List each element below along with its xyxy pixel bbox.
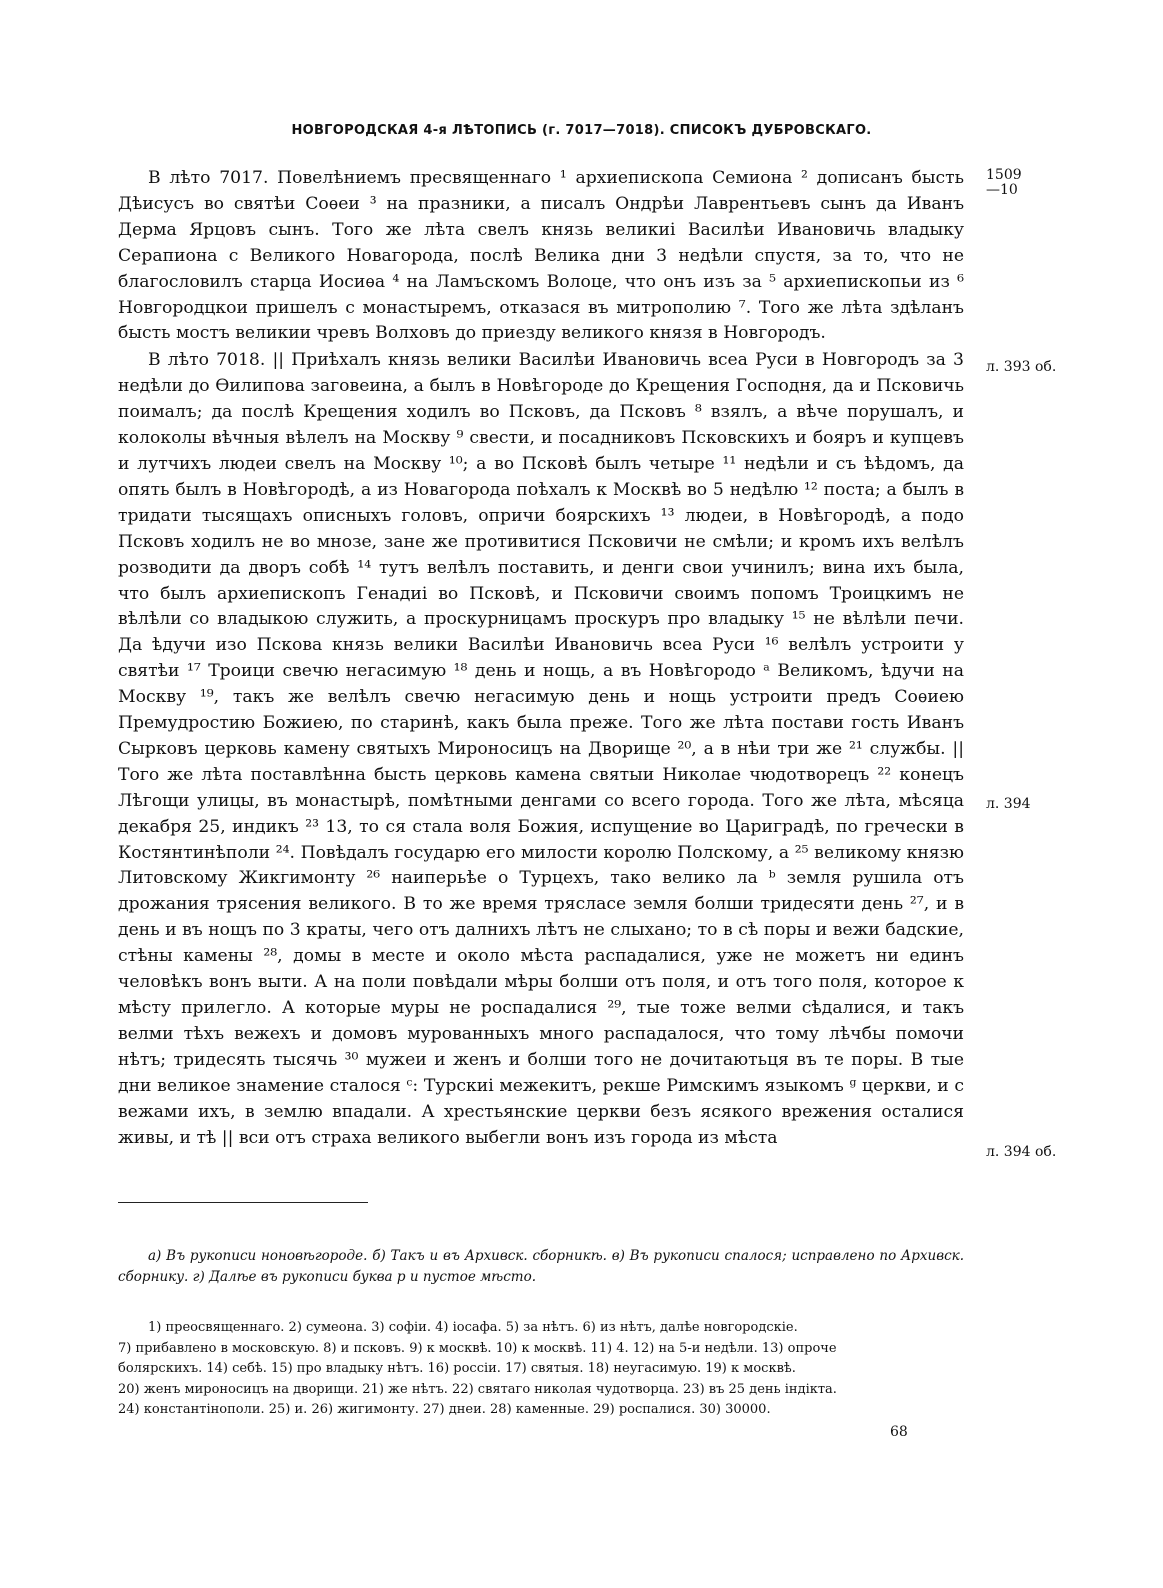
footnote-divider bbox=[118, 1202, 368, 1203]
margin-folio-394: л. 394 bbox=[986, 796, 1031, 812]
paragraph-7017: В лѣто 7017. Повелѣниемъ пресвященнаго ¹ архиепископа Семиона ² дописанъ бысть Дѣисусъ во святѣи Соѳеи ³ на празники, а писалъ Ондрѣи Лаврентьевъ сынъ да Иванъ Дерма Ярцовъ сынъ. Того же лѣта свелъ князь великиі Василѣи Ивановичь владыку Серапиона с Великого Новагорода, послѣ Велика дни 3 недѣли спустя, за то, что не благословилъ старца Иосиѳа ⁴ на Ламъскомъ Волоце, что онъ изъ за ⁵ архиепископьи из ⁶ Новгородцкои пришелъ с монастыремъ, отказася въ митрополию ⁷. Того же лѣта здѣланъ бысть мостъ великии чревъ Волховъ до приезду великого князя в Новгородъ. bbox=[118, 168, 964, 344]
paragraph-7018: В лѣто 7018. || Приѣхалъ князь велики Василѣи Ивановичь всеа Руси в Новгородъ за 3 недѣли до Ѳилипова заговеина, а былъ в Новѣгороде до Крещения Господня, да и Псковичь поималъ; да послѣ Крещения ходилъ во Псковъ, да Псковъ ⁸ взялъ, а вѣче порушалъ, и колоколы вѣчныя вѣлелъ на Москву ⁹ свести, и посадниковъ Псковскихъ и бояръ и купцевъ и лутчихъ людеи свелъ на Москву ¹⁰; а во Псковѣ былъ четыре ¹¹ недѣли и съ ѣѣдомъ, да опять былъ в Новѣгородѣ, а из Новагорода поѣхалъ к Москвѣ во 5 недѣлю ¹² поста; а былъ в тридати тысящахъ описныхъ головъ, опричи боярскихъ ¹³ людеи, в Новѣгородѣ, а подо Псковъ ходилъ не во мнозе, зане же противитися Псковичи не смѣли; и кромъ ихъ велѣлъ розводити да дворъ собѣ ¹⁴ тутъ велѣлъ поставить, и денги свои учинилъ; вина ихъ была, что былъ архиепископъ Генадиі во Псковѣ, и Псковичи своимъ попомъ Троицкимъ не вѣлѣли со владыкою служить, а проскурницамъ проскуръ про владыку ¹⁵ не вѣлѣли печи. Да ѣдучи изо Пскова князь велики Василѣи Ивановичь всеа Руси ¹⁶ велѣлъ устроити у святѣи ¹⁷ Троици свечю негасимую ¹⁸ день и нощь, а въ Новѣгородо ᵃ Великомъ, ѣдучи на Москву ¹⁹, такъ же велѣлъ свечю негасимую день и нощь устроити предъ Соѳиею Премудростию Божиею, по старинѣ, какъ была преже. Того же лѣта постави гость Иванъ Сырковъ церковь камену святыхъ Мироносицъ на Дворище ²⁰, а в нѣи три же ²¹ службы. || Того же лѣта поставлѣнна бысть церковь камена святыи Николае чюдотворецъ ²² конецъ Лѣгощи улицы, въ монастырѣ, помѣтными денгами со всего города. Того же лѣта, мѣсяца декабря 25, индикъ ²³ 13, то ся стала воля Божия, испущение во Цариградѣ, по гречески в Костянтинѣполи ²⁴. Повѣдалъ государю его милости королю Полскому, а ²⁵ великому князю Литовскому Жикгимонту ²⁶ наиперьѣе о Турцехъ, тако велико ла ᵇ земля рушила отъ дрожания трясения великого. В то же время трясласе земля болши тридесяти день ²⁷, и в день и въ нощъ по 3 краты, чего отъ далнихъ лѣтъ не слыхано; то в сѣ поры и вежи бадские, стѣны камены ²⁸, домы в месте и около мѣста распадалися, уже не можетъ ни единъ человѣкъ вонъ выти. А на поли повѣдали мѣры болши отъ поля, и отъ того поля, которое к мѣсту прилегло. А которые муры не роспадалися ²⁹, тые тоже велми сѣдалися, и такъ велми тѣхъ вежехъ и домовъ мурованныхъ много распадалося, что тому лѣчбы помочи нѣтъ; тридесять тысячь ³⁰ мужеи и женъ и болши того не дочитаютьця въ те поры. В тые дни великое знамение сталося ᶜ: Турскиі межекитъ, рекше Римскимъ языкомъ ᵍ церкви, и с вежами ихъ, в землю впадали. А хрестьянские церкви безъ ясякого врежения осталися живы, и тѣ || вси отъ страха великого выбегли вонъ изъ города из мѣста bbox=[118, 350, 964, 1148]
footnotes-letters-text: а) Въ рукописи ноновѣгороде. б) Такъ и въ Архивск. сборникѣ. в) Въ рукописи спалося; исправлено по Архивск. сборнику. г) Далѣе въ рукописи буква р и пустое мѣсто. bbox=[118, 1248, 964, 1285]
footnote-line: 24) константінополи. 25) и. 26) жигимонту. 27) днеи. 28) каменные. 29) роспалися. 30) 30000. bbox=[118, 1402, 771, 1418]
footnote-line: болярскихъ. 14) себѣ. 15) про владыку нѣтъ. 16) россіи. 17) святыя. 18) неугасимую. 19) к москвѣ. bbox=[118, 1361, 796, 1377]
main-text bbox=[118, 166, 964, 1151]
margin-folio-393ob: л. 393 об. bbox=[986, 359, 1057, 375]
footnote-line: 7) прибавлено в московскую. 8) и псковъ. 9) к москвѣ. 10) к москвѣ. 11) 4. 12) на 5-и недѣли. 13) опроче bbox=[118, 1340, 837, 1356]
running-header: НОВГОРОДСКАЯ 4-я ЛѢТОПИСЬ (г. 7017—7018). СПИСОКЪ ДУБРОВСКАГО. bbox=[291, 123, 872, 138]
margin-years: 1509 —10 bbox=[986, 167, 1022, 198]
footnote-line: 20) женъ мироносицъ на дворищи. 21) же нѣтъ. 22) святаго николая чудотворца. 23) въ 25 день індікта. bbox=[118, 1381, 837, 1397]
footnotes-letters bbox=[118, 1246, 964, 1288]
footnotes-numbers bbox=[118, 1318, 964, 1421]
margin-folio-394ob: л. 394 об. bbox=[986, 1144, 1057, 1160]
page-number: 68 bbox=[890, 1424, 908, 1440]
footnote-line: 1) преосвященнаго. 2) сумеона. 3) софіи. 4) іосафа. 5) за нѣтъ. 6) из нѣтъ, далѣе новгородскіе. bbox=[148, 1320, 798, 1335]
